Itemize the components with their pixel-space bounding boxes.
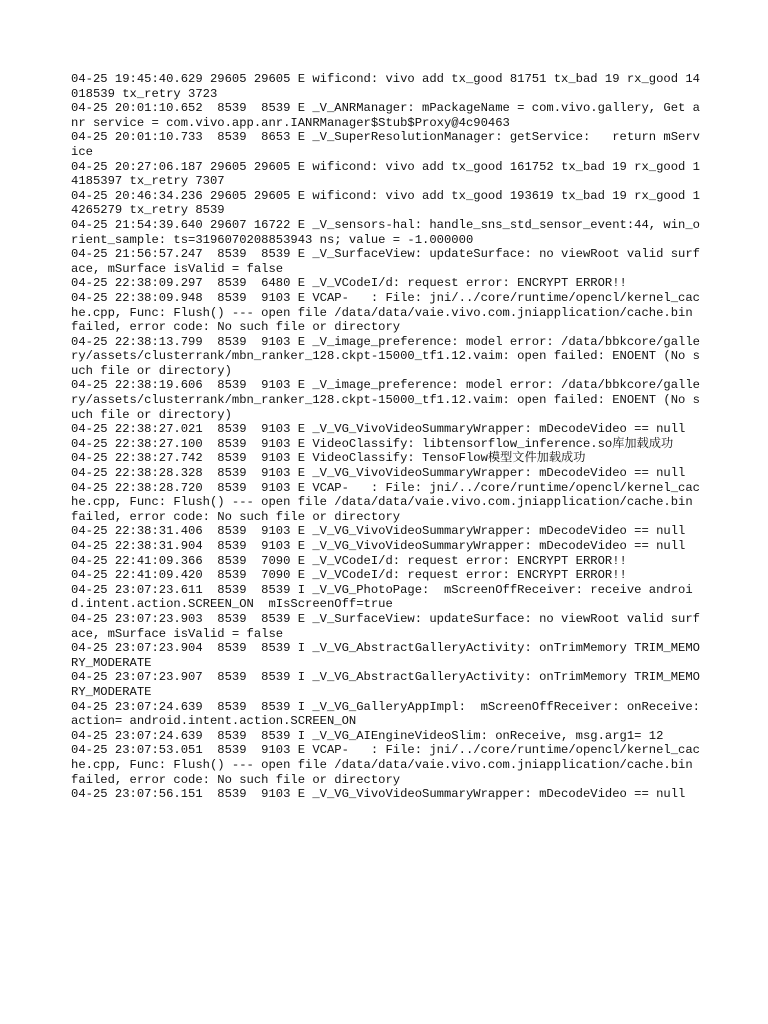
log-line: 04-25 22:38:27.742 8539 9103 E VideoClassify: TensoFlow模型文件加载成功 [71,451,586,466]
log-line: 04-25 23:07:23.907 8539 8539 I _V_VG_AbstractGalleryActivity: onTrimMemory TRIM_MEMORY_MODERATE [71,670,700,699]
log-line: 04-25 20:27:06.187 29605 29605 E wificond: vivo add tx_good 161752 tx_bad 19 rx_good 14185397 tx_retry 7307 [71,159,700,189]
log-line: 04-25 22:38:27.100 8539 9103 E VideoClassify: libtensorflow_inference.so库加载成功 [71,436,674,451]
log-line: 04-25 23:07:23.903 8539 8539 E _V_SurfaceView: updateSurface: no viewRoot valid surface, mSurface isValid = false [71,611,700,641]
log-line: 04-25 22:38:28.720 8539 9103 E VCAP- : File: jni/../core/runtime/opencl/kernel_cache.cpp, Func: Flush() --- open file /data/data/vaie.vivo.com.jniapplication/cache.bin failed, error code: No such file or directory [71,480,700,524]
log-document [71,72,708,802]
log-line: 04-25 23:07:24.639 8539 8539 I _V_VG_GalleryAppImpl: mScreenOffReceiver: onReceive: action= android.intent.action.SCREEN_ON [71,699,708,729]
log-line: 04-25 20:01:10.733 8539 8653 E _V_SuperResolutionManager: getService: return mService [71,130,700,159]
log-line: 04-25 23:07:24.639 8539 8539 I _V_VG_AIEngineVideoSlim: onReceive, msg.arg1= 12 [71,728,664,743]
log-line: 04-25 20:46:34.236 29605 29605 E wificond: vivo add tx_good 193619 tx_bad 19 rx_good 14265279 tx_retry 8539 [71,188,700,218]
log-line: 04-25 21:54:39.640 29607 16722 E _V_sensors-hal: handle_sns_std_sensor_event:44, win_orient_sample: ts=3196070208853943 ns; value = -1.000000 [71,217,700,247]
log-line: 04-25 23:07:23.611 8539 8539 I _V_VG_PhotoPage: mScreenOffReceiver: receive android.intent.action.SCREEN_ON mIsScreenOff=true [71,582,693,612]
log-line: 04-25 20:01:10.652 8539 8539 E _V_ANRManager: mPackageName = com.vivo.gallery, Get anr service = com.vivo.app.anr.IANRManager$Stub$Proxy@4c90463 [71,101,700,130]
log-line: 04-25 19:45:40.629 29605 29605 E wificond: vivo add tx_good 81751 tx_bad 19 rx_good 14018539 tx_retry 3723 [71,72,700,101]
log-line: 04-25 22:38:27.021 8539 9103 E _V_VG_VivoVideoSummaryWrapper: mDecodeVideo == null [71,422,686,437]
log-line: 04-25 22:38:13.799 8539 9103 E _V_image_preference: model error: /data/bbkcore/gallery/assets/clusterrank/mbn_ranker_128.ckpt-15000_tf1.12.vaim: open failed: ENOENT (No such file or directory) [71,334,700,378]
log-line: 04-25 23:07:56.151 8539 9103 E _V_VG_VivoVideoSummaryWrapper: mDecodeVideo == null [71,787,686,802]
log-line: 04-25 22:38:19.606 8539 9103 E _V_image_preference: model error: /data/bbkcore/gallery/assets/clusterrank/mbn_ranker_128.ckpt-15000_tf1.12.vaim: open failed: ENOENT (No such file or directory) [71,378,700,422]
log-line: 04-25 22:38:28.328 8539 9103 E _V_VG_VivoVideoSummaryWrapper: mDecodeVideo == null [71,466,686,481]
log-line: 04-25 21:56:57.247 8539 8539 E _V_SurfaceView: updateSurface: no viewRoot valid surface, mSurface isValid = false [71,247,700,276]
log-line: 04-25 22:41:09.366 8539 7090 E _V_VCodeI/d: request error: ENCRYPT ERROR!! [71,553,627,568]
log-line: 04-25 23:07:53.051 8539 9103 E VCAP- : File: jni/../core/runtime/opencl/kernel_cache.cpp, Func: Flush() --- open file /data/data/vaie.vivo.com.jniapplication/cache.bin failed, error code: No such file or directory [71,743,700,787]
log-line: 04-25 22:38:09.297 8539 6480 E _V_VCodeI/d: request error: ENCRYPT ERROR!! [71,276,627,291]
log-line: 04-25 22:38:31.904 8539 9103 E _V_VG_VivoVideoSummaryWrapper: mDecodeVideo == null [71,539,686,553]
log-line: 04-25 22:38:09.948 8539 9103 E VCAP- : File: jni/../core/runtime/opencl/kernel_cache.cpp, Func: Flush() --- open file /data/data/vaie.vivo.com.jniapplication/cache.bin failed, error code: No such file or directory [71,290,700,335]
log-line: 04-25 23:07:23.904 8539 8539 I _V_VG_AbstractGalleryActivity: onTrimMemory TRIM_MEMORY_MODERATE [71,641,700,670]
log-line: 04-25 22:41:09.420 8539 7090 E _V_VCodeI/d: request error: ENCRYPT ERROR!! [71,568,627,583]
log-line: 04-25 22:38:31.406 8539 9103 E _V_VG_VivoVideoSummaryWrapper: mDecodeVideo == null [71,524,686,539]
